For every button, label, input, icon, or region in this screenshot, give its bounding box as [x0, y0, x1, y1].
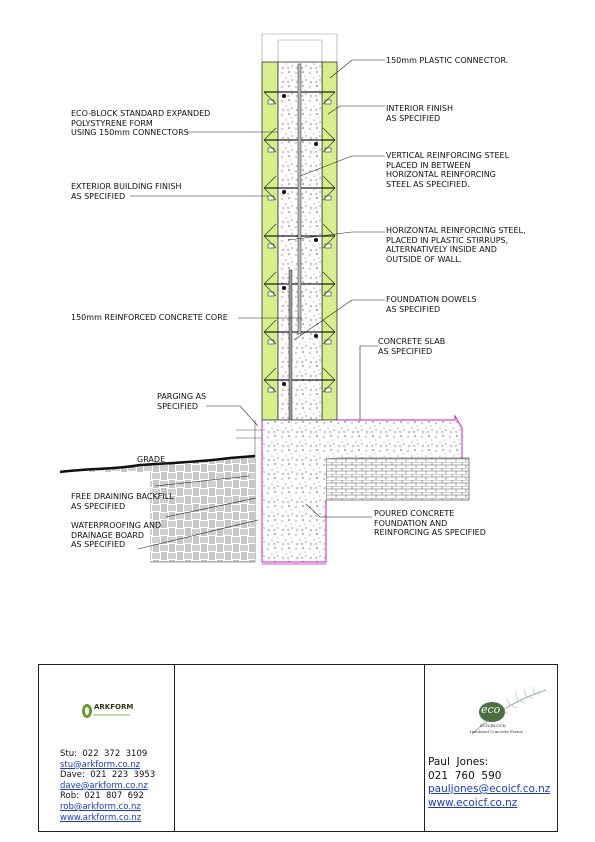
label-exterior-finish: EXTERIOR BUILDING FINISH AS SPECIFIED [71, 182, 182, 201]
ecoicf-web-link[interactable]: www.ecoicf.co.nz [428, 796, 518, 809]
arkform-logo-text: ARKFORM [94, 703, 134, 711]
dave-email-link[interactable]: dave@arkform.co.nz [60, 780, 148, 791]
slab-subbase [326, 458, 469, 500]
label-backfill: FREE DRAINING BACKFILL AS SPECIFIED [71, 492, 174, 511]
stu-phone: Stu: 022 372 3109 [60, 749, 148, 759]
label-interior-finish: INTERIOR FINISH AS SPECIFIED [386, 104, 453, 123]
label-parging: PARGING AS SPECIFIED [157, 392, 207, 411]
arkform-logo [80, 700, 132, 722]
ecoblock-logo [462, 686, 552, 738]
eco-logo-tag: Insulated Concrete Forms [470, 729, 523, 734]
label-horizontal-steel: HORIZONTAL REINFORCING STEEL, PLACED IN PLASTIC STIRRUPS, ALTERNATIVELY INSIDE AND OUTSIDE OF WALL. [386, 226, 526, 264]
label-plastic-connector: 150mm PLASTIC CONNECTOR. [386, 56, 509, 65]
title-block-center-cell [174, 664, 425, 832]
arkform-contacts [60, 749, 155, 823]
label-foundation-dowels: FOUNDATION DOWELS AS SPECIFIED [386, 295, 477, 314]
label-vertical-steel: VERTICAL REINFORCING STEEL PLACED IN BETWEEN HORIZONTAL REINFORCING STEEL AS SPECIFIED. [386, 151, 510, 189]
stu-email-link[interactable]: stu@arkform.co.nz [60, 759, 141, 770]
label-poured-foundation: POURED CONCRETE FOUNDATION AND REINFORCING AS SPECIFIED [374, 509, 486, 537]
label-eps-form: ECO-BLOCK STANDARD EXPANDED POLYSTYRENE FORM USING 150mm CONNECTORS [71, 109, 211, 137]
pj-name: Paul Jones: [428, 756, 489, 768]
dave-phone: Dave: 021 223 3953 [60, 770, 156, 781]
wall-top-guides [262, 34, 337, 62]
pj-phone: 021 760 590 [428, 769, 502, 782]
pj-email-link[interactable]: pauljones@ecoicf.co.nz [428, 783, 551, 795]
arkform-web-link[interactable]: www.arkform.co.nz [60, 812, 142, 823]
paul-jones-contact [428, 756, 550, 810]
label-concrete-core: 150mm REINFORCED CONCRETE CORE [71, 313, 228, 322]
eco-logo-sub: ECO-BLOCK [480, 723, 506, 728]
label-concrete-slab: CONCRETE SLAB AS SPECIFIED [378, 337, 446, 356]
rob-phone: Rob: 021 807 692 [60, 791, 144, 802]
label-grade: GRADE [137, 455, 166, 464]
label-waterproofing: WATERPROOFING AND DRAINAGE BOARD AS SPECIFIED [71, 521, 162, 549]
rob-email-link[interactable]: rob@arkform.co.nz [60, 801, 141, 812]
eco-logo-text: eco [481, 703, 501, 716]
concrete-slab [337, 416, 462, 458]
